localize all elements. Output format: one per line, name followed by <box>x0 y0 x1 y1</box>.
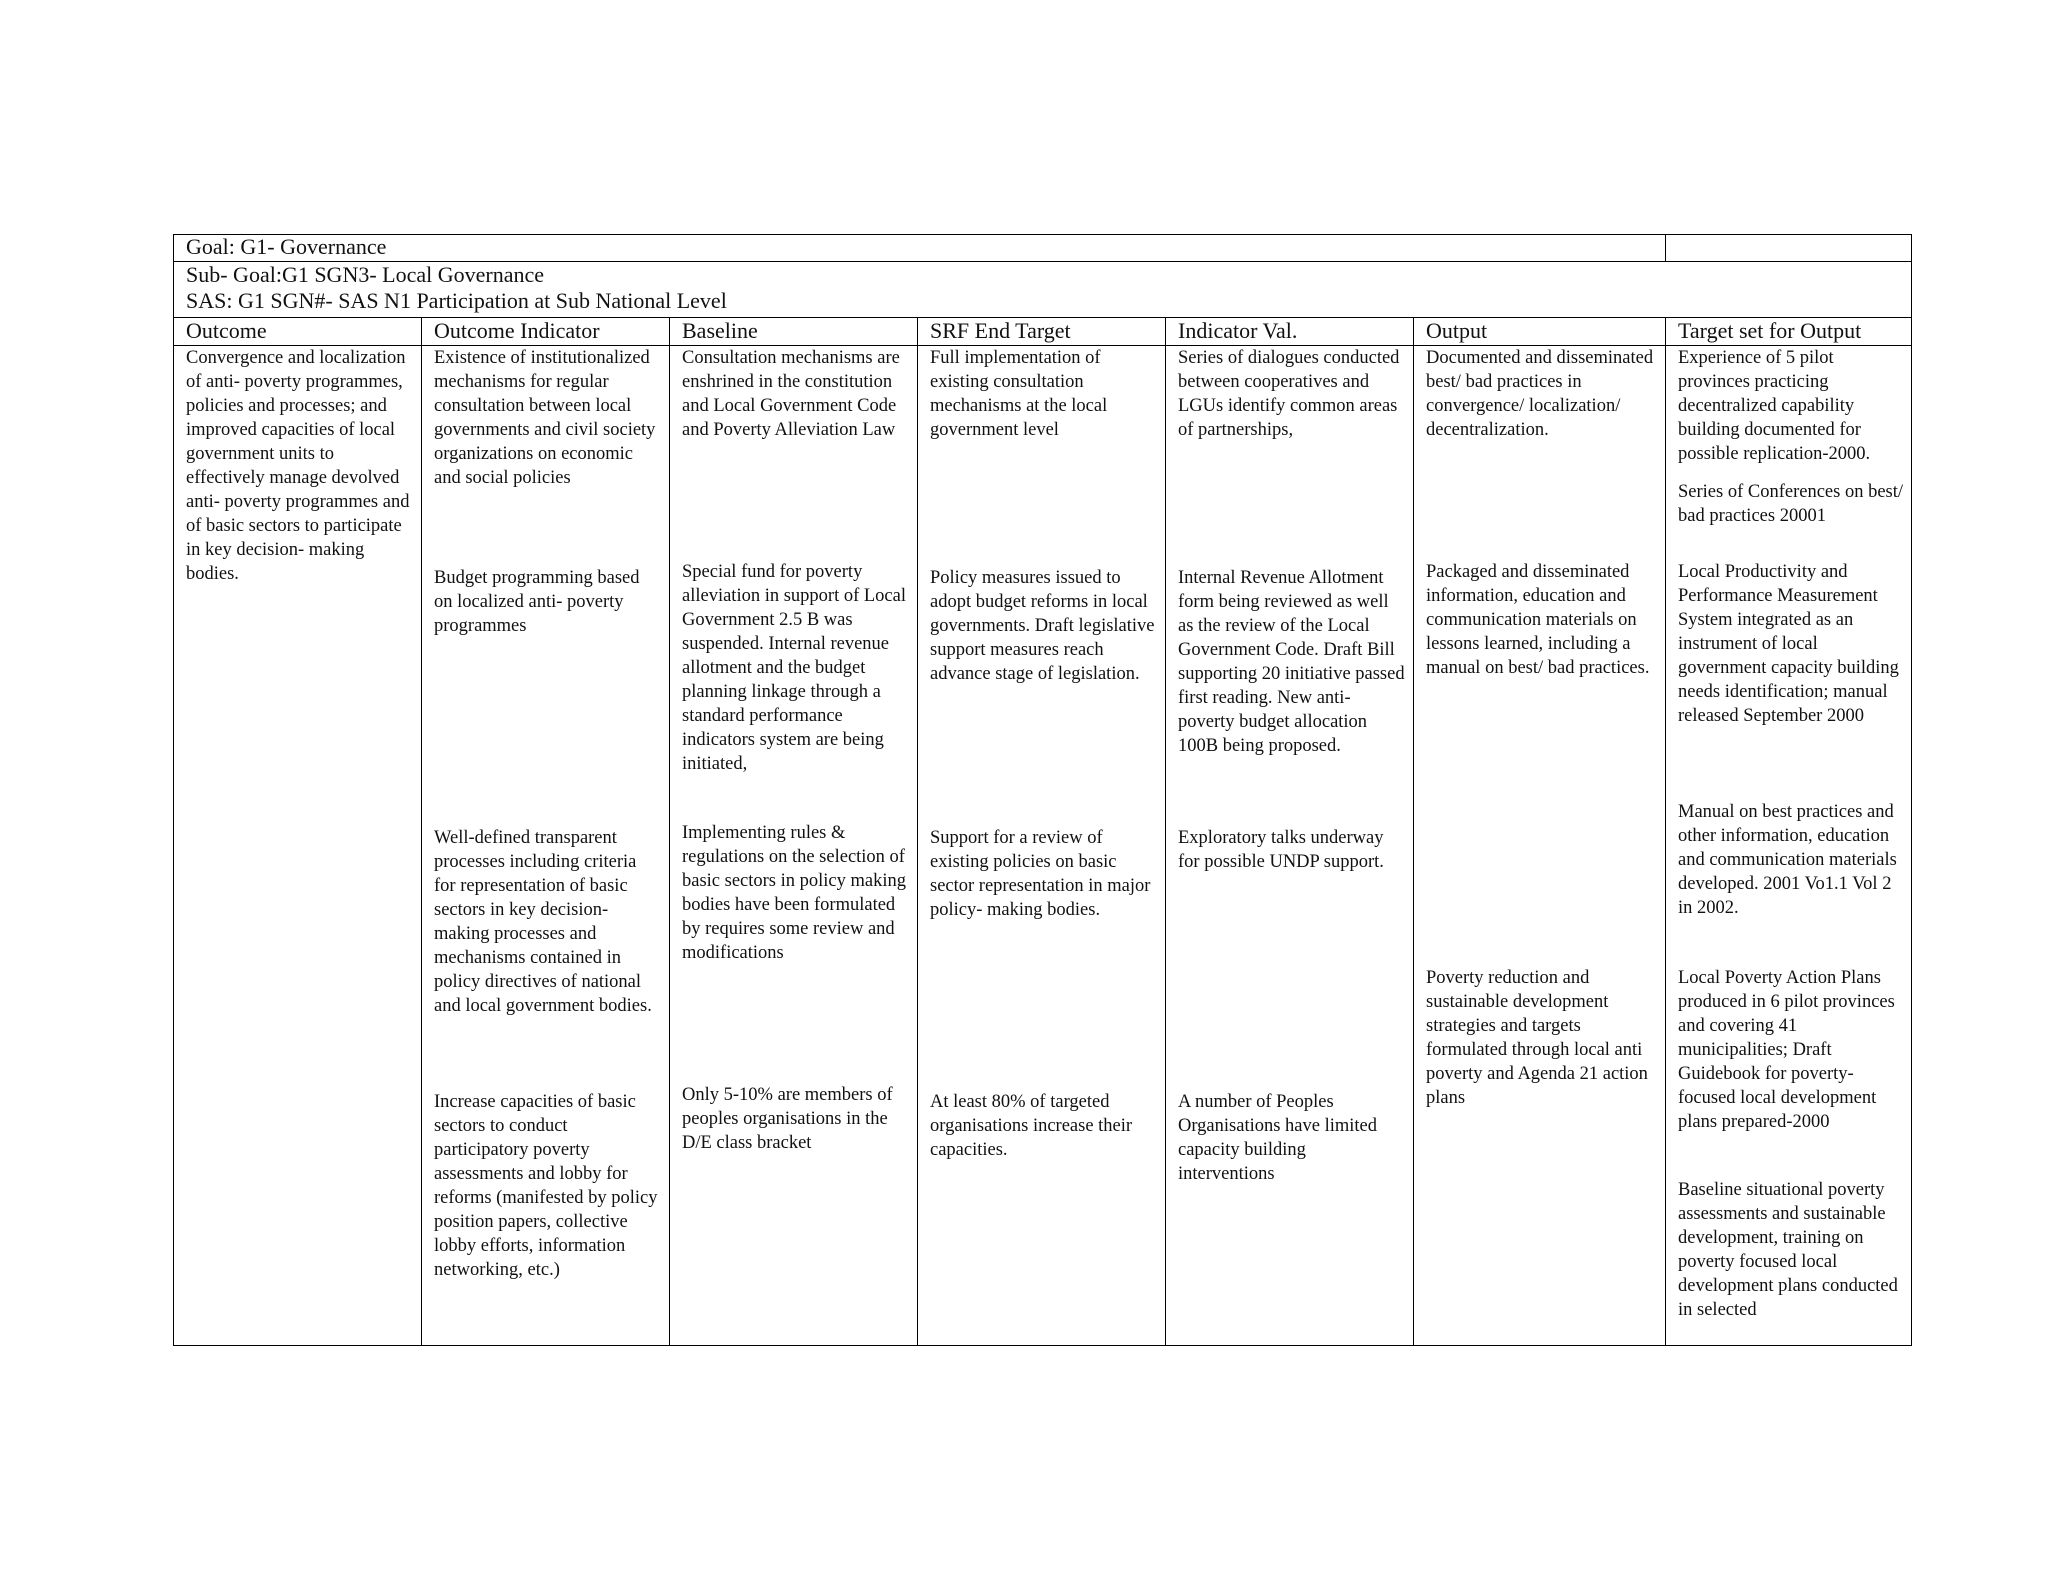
column-header-indicator-val: Indicator Val. <box>1178 318 1298 343</box>
goal-label: Goal: G1- Governance <box>186 234 387 259</box>
srf-end-target-cell: At least 80% of targeted organisations increase their capacities. <box>930 1092 1133 1160</box>
srf-end-target-cell: Support for a review of existing policies on basic sector representation in major policy- making bodies. <box>930 828 1151 920</box>
column-divider <box>669 317 670 1346</box>
baseline-cell: Consultation mechanisms are enshrined in the constitution and Local Government Code and Poverty Alleviation Law <box>682 348 900 440</box>
outcome-indicator-cell: Budget programming based on localized anti- poverty programmes <box>434 568 640 636</box>
column-header-baseline: Baseline <box>682 318 758 343</box>
column-header-outcome: Outcome <box>186 318 267 343</box>
column-divider <box>1165 317 1166 1346</box>
column-divider <box>421 317 422 1346</box>
sas-label: SAS: G1 SGN#- SAS N1 Participation at Sub National Level <box>186 288 727 313</box>
indicator-val-cell: Internal Revenue Allotment form being reviewed as well as the review of the Local Government Code. Draft Bill supporting 20 initiative passed first reading. New anti- poverty budget allocation 100B being proposed. <box>1178 568 1405 756</box>
outcome-cell: Convergence and localization of anti- poverty programmes, policies and processes; and improved capacities of local government units to effectively manage devolved anti- poverty programmes and of basic sectors to participate in key decision- making bodies. <box>186 348 410 584</box>
outcome-indicator-cell: Increase capacities of basic sectors to conduct participatory poverty assessments and lobby for reforms (manifested by policy position papers, collective lobby efforts, information networking, etc.) <box>434 1092 658 1280</box>
column-header-target-for-output: Target set for Output <box>1678 318 1862 343</box>
column-divider <box>1665 317 1666 1346</box>
srf-end-target-cell: Full implementation of existing consultation mechanisms at the local government level <box>930 348 1108 440</box>
column-header-srf-end-target: SRF End Target <box>930 318 1071 343</box>
indicator-val-cell: Series of dialogues conducted between cooperatives and LGUs identify common areas of partnerships, <box>1178 348 1400 440</box>
target-for-output-cell: Local Productivity and Performance Measurement System integrated as an instrument of local government capacity building needs identification; manual released September 2000 <box>1678 562 1899 726</box>
output-cell: Packaged and disseminated information, education and communication materials on lessons learned, including a manual on best/ bad practices. <box>1426 562 1650 678</box>
sub-goal-label: Sub- Goal:G1 SGN3- Local Governance <box>186 262 545 287</box>
goal-cell-divider <box>1665 234 1666 261</box>
outcome-indicator-cell: Well-defined transparent processes including criteria for representation of basic sectors in key decision- making processes and mechanisms contained in policy directives of national and local government bodies. <box>434 828 652 1016</box>
baseline-cell: Implementing rules & regulations on the selection of basic sectors in policy making bodies have been formulated by requires some review and modifications <box>682 823 907 963</box>
column-header-output: Output <box>1426 318 1488 343</box>
baseline-cell: Only 5-10% are members of peoples organisations in the D/E class bracket <box>682 1085 893 1153</box>
outcome-indicator-cell: Existence of institutionalized mechanisms for regular consultation between local governments and civil society organizations on economic and social policies <box>434 348 656 488</box>
target-for-output-cell: Baseline situational poverty assessments and sustainable development, training on poverty focused local development plans conducted in selected <box>1678 1180 1898 1320</box>
target-for-output-cell: Series of Conferences on best/ bad practices 20001 <box>1678 482 1904 526</box>
indicator-val-cell: A number of Peoples Organisations have limited capacity building interventions <box>1178 1092 1378 1184</box>
target-for-output-cell: Local Poverty Action Plans produced in 6 pilot provinces and covering 41 municipalities; Draft Guidebook for poverty- focused local development plans prepared-2000 <box>1678 968 1895 1132</box>
column-divider <box>1413 317 1414 1346</box>
target-for-output-cell: Experience of 5 pilot provinces practicing decentralized capability building documented for possible replication-2000. <box>1678 348 1871 464</box>
output-cell: Documented and disseminated best/ bad practices in convergence/ localization/ decentralization. <box>1426 348 1654 440</box>
srf-end-target-cell: Policy measures issued to adopt budget reforms in local governments. Draft legislative support measures reach advance stage of legislation. <box>930 568 1155 684</box>
output-cell: Poverty reduction and sustainable development strategies and targets formulated through local anti poverty and Agenda 21 action plans <box>1426 968 1648 1108</box>
column-divider <box>917 317 918 1346</box>
target-for-output-cell: Manual on best practices and other information, education and communication materials developed. 2001 Vo1.1 Vol 2 in 2002. <box>1678 802 1897 918</box>
column-header-outcome-indicator: Outcome Indicator <box>434 318 600 343</box>
indicator-val-cell: Exploratory talks underway for possible UNDP support. <box>1178 828 1384 872</box>
baseline-cell: Special fund for poverty alleviation in support of Local Government 2.5 B was suspended. Internal revenue allotment and the budget planning linkage through a standard performance indicators system are being initiated, <box>682 562 906 774</box>
